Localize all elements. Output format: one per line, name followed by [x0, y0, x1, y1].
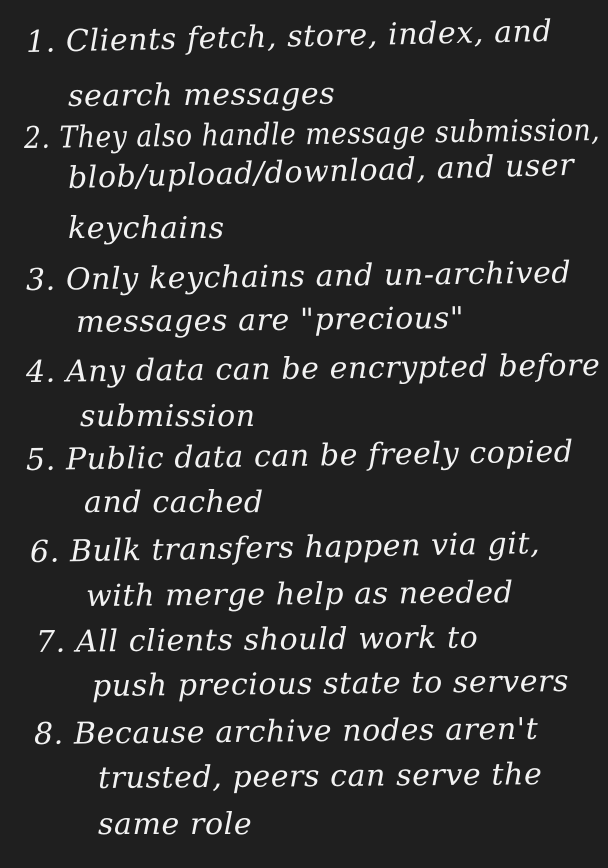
item-text: Public data can be freely copied [65, 434, 574, 478]
item-number: 3. [25, 262, 57, 298]
note-item-1-line-2 [68, 78, 336, 114]
item-text: keychains [68, 211, 225, 246]
note-item-5-line-1 [26, 435, 574, 478]
note-item-6-line-1 [30, 527, 541, 570]
item-number: 8. [33, 716, 65, 752]
item-text: and cached [84, 485, 264, 520]
note-item-2-line-3 [68, 212, 225, 246]
item-text: Bulk transfers happen via git, [69, 526, 541, 570]
note-item-6-line-2 [86, 576, 514, 614]
item-number: 5. [25, 442, 57, 478]
item-text: They also handle message submission, [59, 112, 601, 156]
item-number: 7. [35, 624, 67, 660]
item-number: 4. [25, 354, 57, 390]
note-item-3-line-2 [76, 302, 464, 340]
item-text: push precious state to servers [91, 664, 570, 704]
note-item-7-line-2 [92, 665, 569, 704]
item-text: search messages [67, 76, 336, 114]
item-text: Any data can be encrypted before [65, 347, 601, 390]
item-number: 1. [25, 24, 57, 60]
note-item-5-line-2 [84, 486, 264, 520]
item-text: Because archive nodes aren't [73, 711, 539, 752]
item-text: same role [98, 807, 253, 842]
note-item-4-line-1 [26, 349, 601, 390]
item-text: trusted, peers can serve the [97, 757, 543, 796]
item-number: 2. [23, 120, 51, 156]
item-text: blob/upload/download, and user [67, 147, 575, 196]
note-item-7-line-1 [36, 621, 479, 660]
item-text: All clients should work to [75, 620, 479, 660]
note-item-3-line-1 [26, 256, 572, 298]
item-text: Clients fetch, store, index, and [65, 13, 553, 60]
item-text: messages are "precious" [75, 300, 465, 340]
item-text: submission [80, 399, 256, 434]
note-item-2-line-2 [68, 149, 575, 196]
note-item-8-line-3 [98, 808, 252, 842]
note-item-1-line-1 [26, 15, 553, 60]
note-item-8-line-2 [98, 758, 543, 796]
item-text: Only keychains and un-archived [65, 255, 572, 298]
item-number: 6. [29, 534, 61, 570]
note-item-4-line-2 [80, 400, 256, 434]
item-text: with merge help as needed [85, 575, 514, 614]
note-item-8-line-1 [34, 713, 539, 752]
